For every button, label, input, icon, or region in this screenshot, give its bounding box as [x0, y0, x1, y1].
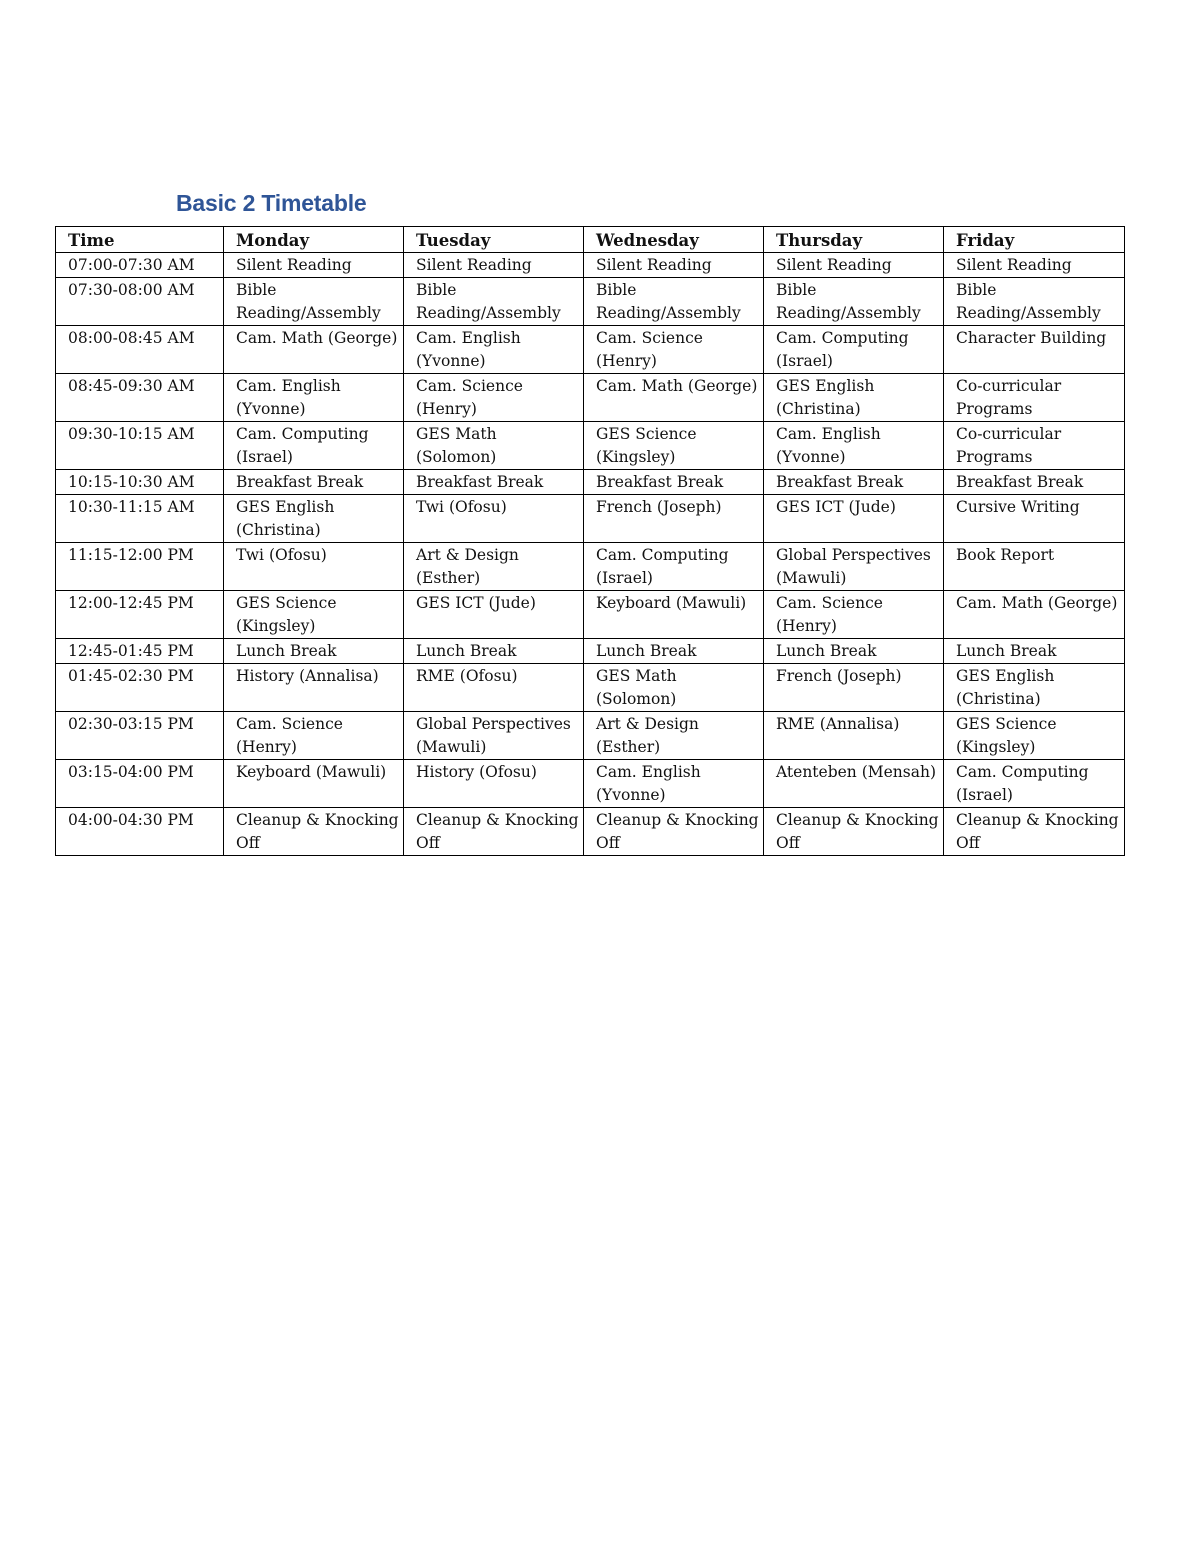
cell-tuesday: RME (Ofosu)	[404, 664, 584, 712]
cell-tuesday: Silent Reading	[404, 253, 584, 278]
cell-thursday: Global Perspectives (Mawuli)	[764, 543, 944, 591]
cell-thursday: Silent Reading	[764, 253, 944, 278]
cell-friday: Book Report	[944, 543, 1125, 591]
table-row	[56, 591, 1125, 639]
header-friday: Friday	[944, 227, 1125, 253]
table-row	[56, 760, 1125, 808]
cell-friday: Lunch Break	[944, 639, 1125, 664]
header-time: Time	[56, 227, 224, 253]
table-row	[56, 374, 1125, 422]
cell-tuesday: Global Perspectives (Mawuli)	[404, 712, 584, 760]
table-row	[56, 326, 1125, 374]
cell-wednesday: Silent Reading	[584, 253, 764, 278]
cell-tuesday: Cam. English (Yvonne)	[404, 326, 584, 374]
cell-wednesday: Cam. English (Yvonne)	[584, 760, 764, 808]
cell-monday: Cam. Math (George)	[224, 326, 404, 374]
cell-time: 12:00-12:45 PM	[56, 591, 224, 639]
cell-thursday: French (Joseph)	[764, 664, 944, 712]
cell-monday: GES Science (Kingsley)	[224, 591, 404, 639]
cell-time: 12:45-01:45 PM	[56, 639, 224, 664]
table-row	[56, 495, 1125, 543]
cell-thursday: Lunch Break	[764, 639, 944, 664]
cell-wednesday: Cam. Math (George)	[584, 374, 764, 422]
cell-time: 08:45-09:30 AM	[56, 374, 224, 422]
cell-time: 08:00-08:45 AM	[56, 326, 224, 374]
cell-friday: GES Science (Kingsley)	[944, 712, 1125, 760]
cell-thursday: RME (Annalisa)	[764, 712, 944, 760]
cell-thursday: Breakfast Break	[764, 470, 944, 495]
cell-monday: Cam. English (Yvonne)	[224, 374, 404, 422]
header-monday: Monday	[224, 227, 404, 253]
cell-tuesday: Twi (Ofosu)	[404, 495, 584, 543]
cell-friday: Cursive Writing	[944, 495, 1125, 543]
cell-wednesday: Cam. Computing (Israel)	[584, 543, 764, 591]
cell-wednesday: Keyboard (Mawuli)	[584, 591, 764, 639]
cell-wednesday: Art & Design (Esther)	[584, 712, 764, 760]
cell-monday: Cam. Science (Henry)	[224, 712, 404, 760]
cell-thursday: Cleanup & Knocking Off	[764, 808, 944, 856]
cell-tuesday: History (Ofosu)	[404, 760, 584, 808]
header-thursday: Thursday	[764, 227, 944, 253]
cell-time: 10:30-11:15 AM	[56, 495, 224, 543]
header-wednesday: Wednesday	[584, 227, 764, 253]
timetable-body	[56, 253, 1125, 856]
cell-time: 11:15-12:00 PM	[56, 543, 224, 591]
cell-friday: Character Building	[944, 326, 1125, 374]
cell-friday: Bible Reading/Assembly	[944, 278, 1125, 326]
table-row	[56, 422, 1125, 470]
cell-wednesday: Bible Reading/Assembly	[584, 278, 764, 326]
cell-tuesday: Cleanup & Knocking Off	[404, 808, 584, 856]
cell-monday: Cleanup & Knocking Off	[224, 808, 404, 856]
table-row	[56, 470, 1125, 495]
cell-monday: GES English (Christina)	[224, 495, 404, 543]
table-row	[56, 253, 1125, 278]
page-title: Basic 2 Timetable	[176, 190, 367, 216]
cell-friday: Silent Reading	[944, 253, 1125, 278]
cell-wednesday: GES Science (Kingsley)	[584, 422, 764, 470]
cell-monday: Twi (Ofosu)	[224, 543, 404, 591]
cell-time: 07:30-08:00 AM	[56, 278, 224, 326]
cell-monday: Silent Reading	[224, 253, 404, 278]
cell-monday: Keyboard (Mawuli)	[224, 760, 404, 808]
cell-monday: Breakfast Break	[224, 470, 404, 495]
cell-tuesday: GES Math (Solomon)	[404, 422, 584, 470]
cell-monday: Bible Reading/Assembly	[224, 278, 404, 326]
table-row	[56, 543, 1125, 591]
cell-wednesday: GES Math (Solomon)	[584, 664, 764, 712]
cell-thursday: Cam. English (Yvonne)	[764, 422, 944, 470]
cell-thursday: GES ICT (Jude)	[764, 495, 944, 543]
table-row	[56, 808, 1125, 856]
cell-tuesday: Breakfast Break	[404, 470, 584, 495]
cell-friday: Breakfast Break	[944, 470, 1125, 495]
cell-tuesday: Art & Design (Esther)	[404, 543, 584, 591]
cell-time: 04:00-04:30 PM	[56, 808, 224, 856]
table-row	[56, 639, 1125, 664]
cell-thursday: GES English (Christina)	[764, 374, 944, 422]
cell-wednesday: Cleanup & Knocking Off	[584, 808, 764, 856]
cell-time: 03:15-04:00 PM	[56, 760, 224, 808]
cell-tuesday: GES ICT (Jude)	[404, 591, 584, 639]
cell-thursday: Bible Reading/Assembly	[764, 278, 944, 326]
cell-friday: GES English (Christina)	[944, 664, 1125, 712]
table-row	[56, 278, 1125, 326]
cell-thursday: Cam. Science (Henry)	[764, 591, 944, 639]
cell-wednesday: Cam. Science (Henry)	[584, 326, 764, 374]
cell-tuesday: Lunch Break	[404, 639, 584, 664]
cell-friday: Cam. Math (George)	[944, 591, 1125, 639]
cell-monday: Cam. Computing (Israel)	[224, 422, 404, 470]
cell-tuesday: Bible Reading/Assembly	[404, 278, 584, 326]
cell-thursday: Cam. Computing (Israel)	[764, 326, 944, 374]
cell-friday: Co-curricular Programs	[944, 374, 1125, 422]
cell-thursday: Atenteben (Mensah)	[764, 760, 944, 808]
cell-friday: Co-curricular Programs	[944, 422, 1125, 470]
cell-wednesday: Breakfast Break	[584, 470, 764, 495]
cell-tuesday: Cam. Science (Henry)	[404, 374, 584, 422]
table-row	[56, 664, 1125, 712]
cell-friday: Cleanup & Knocking Off	[944, 808, 1125, 856]
header-row	[56, 227, 1125, 253]
timetable	[55, 226, 1125, 856]
table-row	[56, 712, 1125, 760]
cell-monday: Lunch Break	[224, 639, 404, 664]
cell-time: 09:30-10:15 AM	[56, 422, 224, 470]
cell-friday: Cam. Computing (Israel)	[944, 760, 1125, 808]
cell-wednesday: Lunch Break	[584, 639, 764, 664]
cell-wednesday: French (Joseph)	[584, 495, 764, 543]
cell-time: 01:45-02:30 PM	[56, 664, 224, 712]
cell-time: 07:00-07:30 AM	[56, 253, 224, 278]
cell-time: 02:30-03:15 PM	[56, 712, 224, 760]
header-tuesday: Tuesday	[404, 227, 584, 253]
cell-monday: History (Annalisa)	[224, 664, 404, 712]
cell-time: 10:15-10:30 AM	[56, 470, 224, 495]
